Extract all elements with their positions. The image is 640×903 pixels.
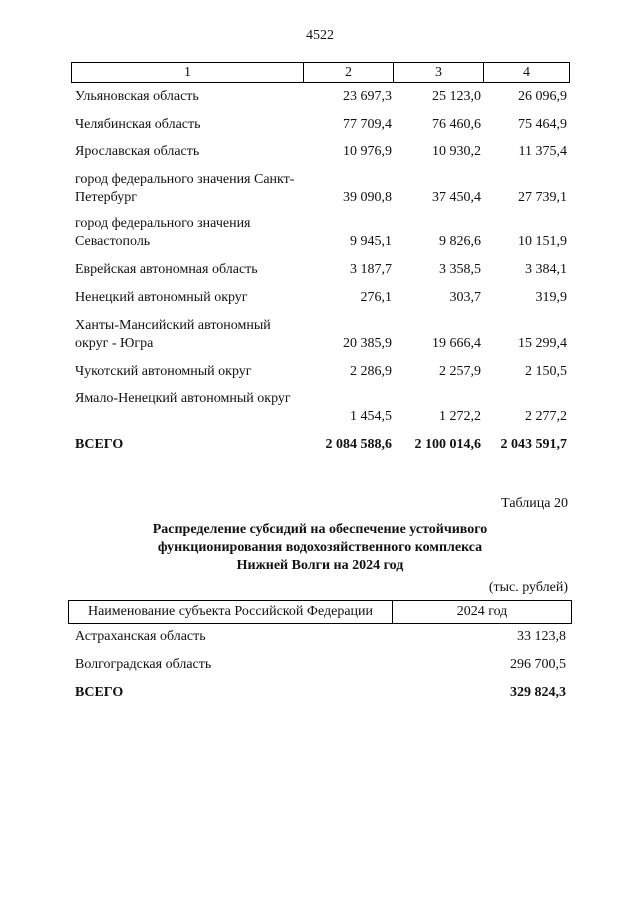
value-col4: 3 384,1 bbox=[525, 262, 567, 277]
total-label: ВСЕГО bbox=[75, 685, 124, 700]
value-col3: 303,7 bbox=[449, 290, 481, 305]
value-col4: 75 464,9 bbox=[518, 117, 567, 132]
table-row bbox=[75, 88, 570, 106]
total-value: 329 824,3 bbox=[510, 685, 566, 700]
region-name: Ненецкий автономный округ bbox=[75, 290, 248, 305]
value-col3: 76 460,6 bbox=[432, 117, 481, 132]
value-col2: 20 385,9 bbox=[343, 336, 392, 351]
table-row bbox=[75, 143, 570, 161]
value-col2: 2 286,9 bbox=[350, 364, 392, 379]
region-name: Ярославская область bbox=[75, 144, 200, 159]
value-2024: 296 700,5 bbox=[510, 657, 566, 672]
title-line: Нижней Волги на 2024 год bbox=[236, 558, 404, 573]
table-title bbox=[0, 521, 640, 575]
total-col4: 2 043 591,7 bbox=[500, 437, 567, 452]
value-col3: 9 826,6 bbox=[439, 234, 481, 249]
units-label: (тыс. рублей) bbox=[488, 580, 568, 595]
value-col2: 3 187,7 bbox=[350, 262, 392, 277]
region-name: Астраханская область bbox=[75, 629, 206, 644]
table-row bbox=[75, 363, 570, 381]
value-col4: 2 150,5 bbox=[525, 364, 567, 379]
table2-header-name: Наименование субъекта Российской Федерации bbox=[69, 601, 393, 623]
region-name: Чукотский автономный округ bbox=[75, 364, 252, 379]
value-col3: 2 257,9 bbox=[439, 364, 481, 379]
table-row bbox=[75, 261, 570, 279]
region-name: Ханты-Мансийский автономный округ - Югра bbox=[75, 318, 271, 351]
table2-header-year: 2024 год bbox=[456, 604, 508, 619]
value-col2: 9 945,1 bbox=[350, 234, 392, 249]
total-label: ВСЕГО bbox=[75, 437, 124, 452]
table1-header-col3: 3 bbox=[394, 63, 484, 82]
table-caption: Таблица 20 bbox=[501, 496, 568, 511]
region-name: Волгоградская область bbox=[75, 657, 212, 672]
value-2024: 33 123,8 bbox=[517, 629, 566, 644]
value-col2: 10 976,9 bbox=[343, 144, 392, 159]
value-col4: 10 151,9 bbox=[518, 234, 567, 249]
total-col3: 2 100 014,6 bbox=[414, 437, 481, 452]
value-col2: 1 454,5 bbox=[350, 409, 392, 424]
table1-header-col4: 4 bbox=[523, 64, 530, 80]
region-name: Еврейская автономная область bbox=[75, 262, 258, 277]
value-col2: 276,1 bbox=[360, 290, 392, 305]
value-col4: 15 299,4 bbox=[518, 336, 567, 351]
table-row bbox=[75, 171, 570, 207]
value-col4: 11 375,4 bbox=[518, 144, 567, 159]
table1-header bbox=[71, 62, 570, 83]
page-number: 4522 bbox=[306, 28, 334, 43]
value-col3: 37 450,4 bbox=[432, 190, 481, 205]
table1-header-col2: 2 bbox=[304, 63, 394, 82]
table-row bbox=[75, 116, 570, 134]
table1-total-row bbox=[75, 436, 570, 454]
value-col3: 10 930,2 bbox=[432, 144, 481, 159]
region-name: Челябинская область bbox=[75, 117, 201, 132]
value-col4: 26 096,9 bbox=[518, 89, 567, 104]
value-col4: 319,9 bbox=[535, 290, 567, 305]
value-col2: 23 697,3 bbox=[343, 89, 392, 104]
table-row bbox=[75, 215, 570, 251]
table-row bbox=[75, 390, 570, 426]
region-name: город федерального значения Санкт-Петербург bbox=[75, 172, 295, 205]
total-col2: 2 084 588,6 bbox=[325, 437, 392, 452]
value-col4: 27 739,1 bbox=[518, 190, 567, 205]
value-col4: 2 277,2 bbox=[525, 409, 567, 424]
value-col3: 3 358,5 bbox=[439, 262, 481, 277]
region-name: город федерального значения Севастополь bbox=[75, 216, 251, 249]
value-col3: 1 272,2 bbox=[439, 409, 481, 424]
table2-header bbox=[68, 600, 572, 624]
value-col3: 25 123,0 bbox=[432, 89, 481, 104]
table-row bbox=[75, 317, 570, 353]
title-line: Распределение субсидий на обеспечение устойчивого bbox=[152, 522, 488, 537]
value-col2: 77 709,4 bbox=[343, 117, 392, 132]
title-line: функционирования водохозяйственного комплекса bbox=[157, 540, 483, 555]
value-col3: 19 666,4 bbox=[432, 336, 481, 351]
table1-header-col1: 1 bbox=[72, 63, 304, 82]
region-name: Ямало-Ненецкий автономный округ bbox=[75, 391, 291, 406]
table-row bbox=[75, 289, 570, 307]
region-name: Ульяновская область bbox=[75, 89, 199, 104]
value-col2: 39 090,8 bbox=[343, 190, 392, 205]
